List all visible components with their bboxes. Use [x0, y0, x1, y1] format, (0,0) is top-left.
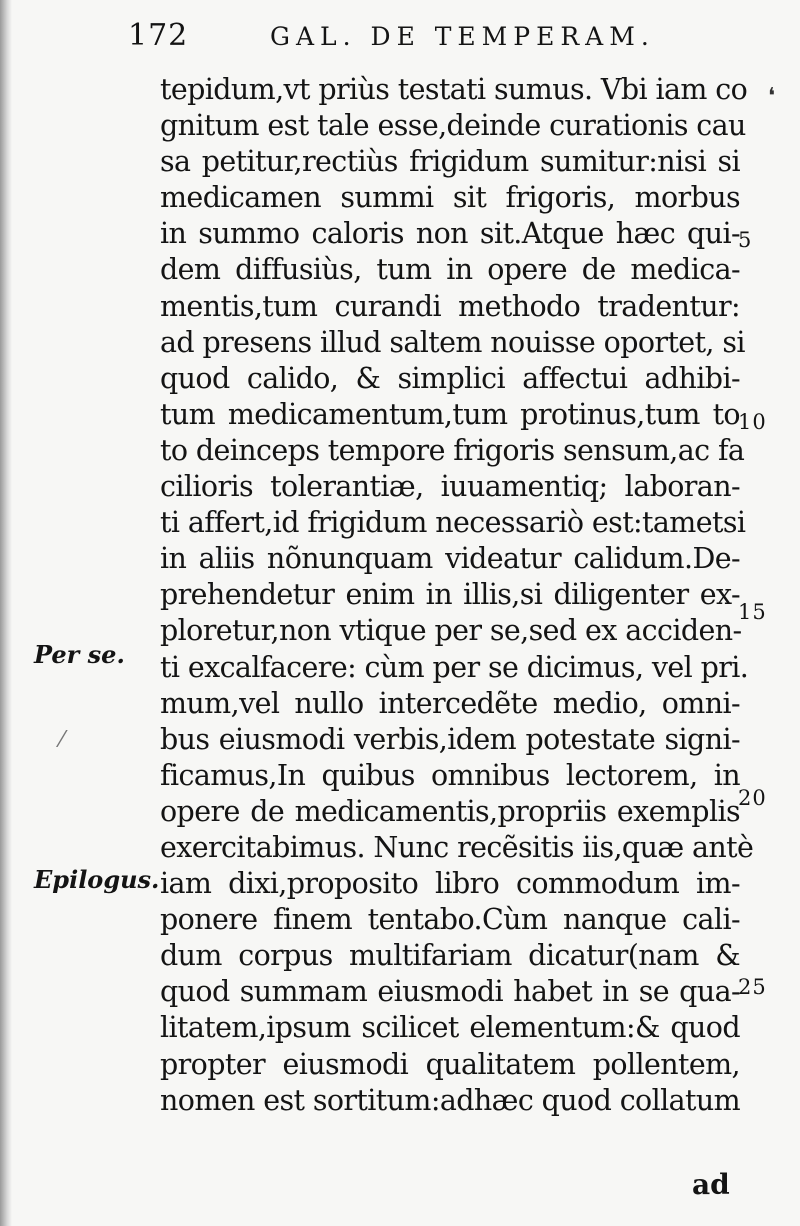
text-line: to deinceps tempore frigoris sensum,ac fa — [160, 433, 745, 467]
text-line: mentis,tum curandi methodo tradentur: — [160, 289, 740, 323]
text-line: ficamus,In quibus omnibus lectorem, in — [160, 758, 740, 792]
text-line: litatem,ipsum scilicet elementum:& quod — [160, 1011, 740, 1045]
text-line: gnitum est tale esse,deinde curationis cau — [160, 109, 746, 143]
text-line: quod calido, & simplici affectui adhibi- — [160, 361, 740, 395]
catchword: ad — [692, 1168, 730, 1201]
gutter-shadow — [0, 0, 12, 1226]
ink-speck: ⁄ — [60, 728, 64, 753]
text-line: mum,vel nullo intercedẽte medio, omni- — [160, 686, 740, 720]
text-line: dem diffusiùs, tum in opere de medica- — [160, 253, 740, 287]
text-line: propter eiusmodi qualitatem pollentem, — [160, 1047, 740, 1081]
text-line: iam dixi,proposito libro commodum im- — [160, 867, 740, 901]
text-line: cilioris tolerantiæ, iuuamentiq; laboran- — [160, 470, 740, 504]
text-line: tum medicamentum,tum protinus,tum to — [160, 397, 740, 431]
text-line: opere de medicamentis,propriis exemplis — [160, 794, 740, 828]
text-line: in summo caloris non sit.Atque hæc qui- — [160, 217, 740, 251]
line-number-15: 15 — [738, 600, 767, 624]
line-number-10: 10 — [738, 410, 767, 434]
line-number-25: 25 — [738, 975, 767, 999]
text-line: in aliis nõnunquam videatur calidum.De- — [160, 542, 740, 576]
text-line: tepidum,vt priùs testati sumus. Vbi iam co — [160, 73, 748, 106]
text-line: sa petitur,rectiùs frigidum sumitur:nisi si — [160, 145, 740, 179]
marginal-note-per-se: Per se. — [34, 640, 125, 669]
text-line: bus eiusmodi verbis,idem potestate signi- — [160, 722, 740, 756]
text-line: ponere finem tentabo.Cùm nanque cali- — [160, 903, 740, 937]
ink-speck: ❛ — [768, 84, 776, 109]
text-line: prehendetur enim in illis,si diligenter ex- — [160, 578, 740, 612]
text-line: medicamen summi sit frigoris, morbus — [160, 181, 740, 215]
text-line: dum corpus multifariam dicatur(nam & — [160, 939, 740, 973]
text-line: ti affert,id frigidum necessariò est:tametsi — [160, 506, 746, 540]
page-number: 172 — [128, 18, 189, 53]
text-line: ad presens illud saltem nouisse oportet, si — [160, 325, 745, 359]
running-title: GAL. DE TEMPERAM. — [270, 22, 655, 51]
text-line: nomen est sortitum:adhæc quod collatum — [160, 1083, 741, 1117]
text-line: exercitabimus. Nunc recẽsitis iis,quæ antè — [160, 830, 754, 864]
text-line: ti excalfacere: cùm per se dicimus, vel pri. — [160, 650, 749, 684]
text-line: quod summam eiusmodi habet in se qua- — [160, 975, 740, 1009]
text-line: ploretur,non vtique per se,sed ex acciden- — [160, 614, 742, 648]
line-number-20: 20 — [738, 786, 767, 810]
running-head — [128, 18, 688, 58]
line-number-5: 5 — [738, 228, 753, 252]
marginal-note-epilogus: Epilogus. — [34, 865, 160, 894]
